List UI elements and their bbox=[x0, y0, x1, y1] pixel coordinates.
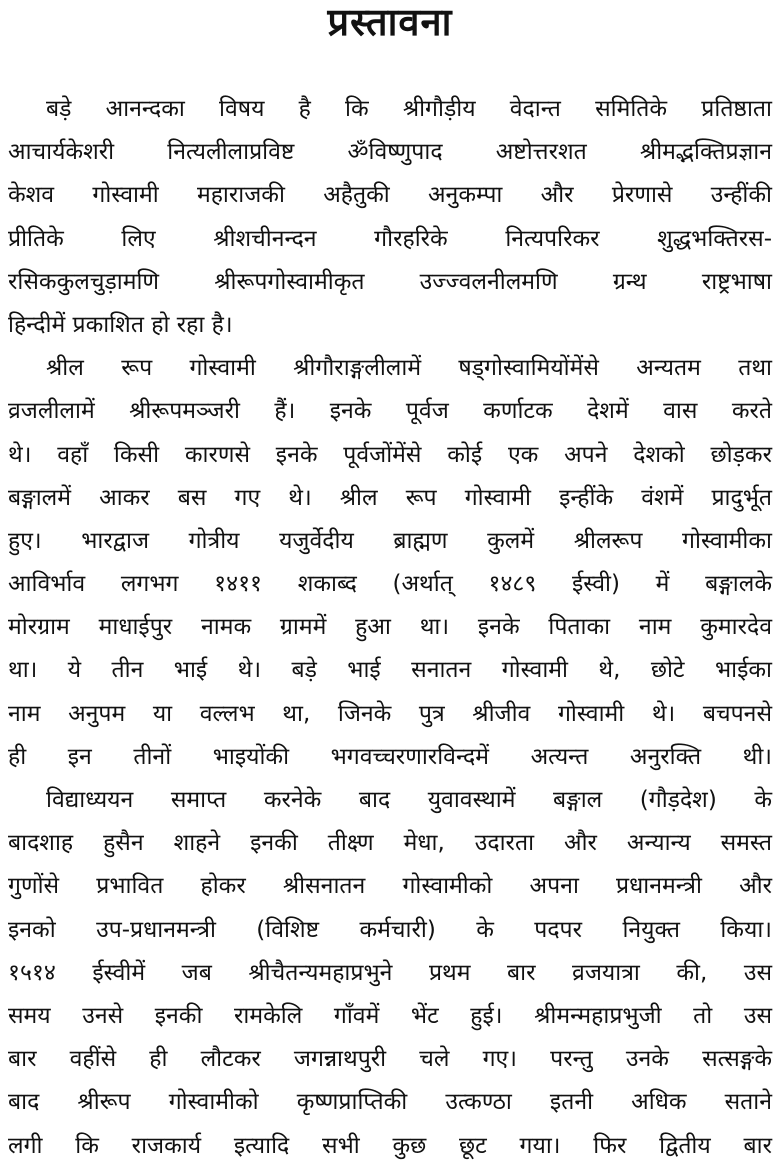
text-line: ही इन तीनों भाइयोंकी भगवच्चरणारविन्दमें अत्यन्त अनुरक्ति थी। bbox=[8, 743, 772, 770]
text-line: बाद श्रीरूप गोस्वामीको कृष्णप्राप्तिकी उत्कण्ठा इतनी अधिक सताने bbox=[8, 1089, 772, 1116]
text-line: आचार्यकेशरी नित्यलीलाप्रविष्ट ॐविष्णुपाद अष्टोत्तरशत श्रीमद्भक्तिप्रज्ञान bbox=[8, 139, 772, 166]
text-line: विद्याध्ययन समाप्त करनेके बाद युवावस्थामें बङ्गाल (गौड़देश) के bbox=[46, 787, 772, 813]
text-line: इनको उप-प्रधानमन्त्री (विशिष्ट कर्मचारी) के पदपर नियुक्त किया। bbox=[8, 916, 772, 943]
text-line: थे। वहाँ किसी कारणसे इनके पूर्वजोंमेंसे कोई एक अपने देशको छोड़कर bbox=[8, 441, 772, 468]
text-line: गुणोंसे प्रभावित होकर श्रीसनातन गोस्वामीको अपना प्रधानमन्त्री और bbox=[8, 873, 772, 900]
text-line: प्रीतिके लिए श्रीशचीनन्दन गौरहरिके नित्यपरिकर शुद्धभक्तिरस- bbox=[8, 225, 772, 252]
text-line: रसिककुलचुड़ामणि श्रीरूपगोस्वामीकृत उज्ज्वलनीलमणि ग्रन्थ राष्ट्रभाषा bbox=[8, 268, 772, 295]
document-body bbox=[8, 88, 772, 1168]
text-line: मोरग्राम माधाईपुर नामक ग्राममें हुआ था। इनके पिताका नाम कुमारदेव bbox=[8, 614, 772, 641]
text-line: नाम अनुपम या वल्लभ था, जिनके पुत्र श्रीजीव गोस्वामी थे। बचपनसे bbox=[8, 700, 772, 727]
text-line: केशव गोस्वामी महाराजकी अहैतुकी अनुकम्पा और प्रेरणासे उन्हींकी bbox=[8, 182, 772, 209]
page-title: प्रस्तावना bbox=[327, 0, 453, 44]
text-line: लगी कि राजकार्य इत्यादि सभी कुछ छूट गया। फिर द्वितीय बार bbox=[8, 1132, 772, 1159]
text-line: समय उनसे इनकी रामकेलि गाँवमें भेंट हुई। श्रीमन्महाप्रभुजी तो उस bbox=[8, 1002, 772, 1029]
text-line: था। ये तीन भाई थे। बड़े भाई सनातन गोस्वामी थे, छोटे भाईका bbox=[8, 657, 772, 684]
text-line: हिन्दीमें प्रकाशित हो रहा है। bbox=[8, 311, 233, 338]
text-line: बड़े आनन्दका विषय है कि श्रीगौड़ीय वेदान्त समितिके प्रतिष्ठाता bbox=[46, 96, 772, 122]
text-line: १५१४ ईस्वीमें जब श्रीचैतन्यमहाप्रभुने प्रथम बार व्रजयात्रा की, उस bbox=[8, 959, 772, 986]
text-line: बार वहींसे ही लौटकर जगन्नाथपुरी चले गए। परन्तु उनके सत्सङ्गके bbox=[8, 1046, 772, 1073]
text-line: बङ्गालमें आकर बस गए थे। श्रील रूप गोस्वामी इन्हींके वंशमें प्रादुर्भूत bbox=[8, 484, 772, 511]
text-line: बादशाह हुसैन शाहने इनकी तीक्ष्ण मेधा, उदारता और अन्यान्य समस्त bbox=[8, 830, 772, 857]
text-line: आविर्भाव लगभग १४११ शकाब्द (अर्थात् १४८९ ईस्वी) में बङ्गालके bbox=[8, 571, 772, 598]
text-line: व्रजलीलामें श्रीरूपमञ्जरी हैं। इनके पूर्वज कर्णाटक देशमें वास करते bbox=[8, 398, 772, 425]
text-line: श्रील रूप गोस्वामी श्रीगौराङ्गलीलामें षड्गोस्वामियोंमेंसे अन्यतम तथा bbox=[46, 355, 772, 382]
text-line: हुए। भारद्वाज गोत्रीय यजुर्वेदीय ब्राह्मण कुलमें श्रीलरूप गोस्वामीका bbox=[8, 527, 772, 554]
